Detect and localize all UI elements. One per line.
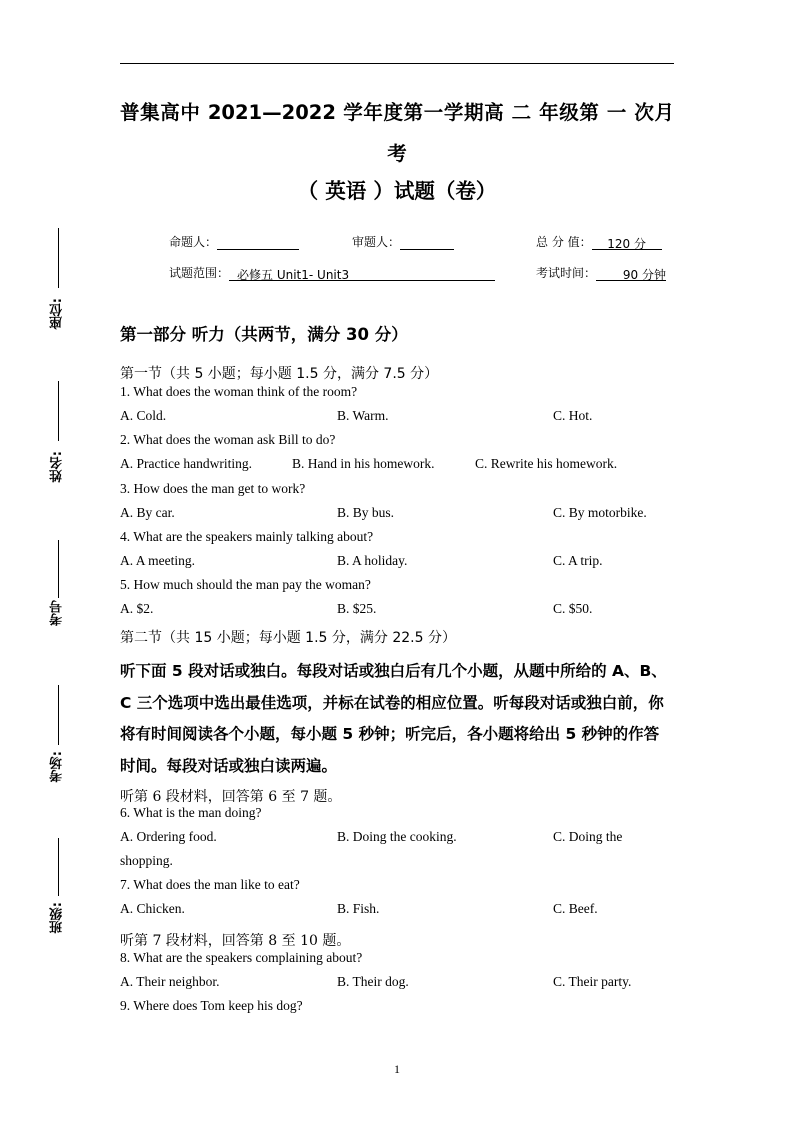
page-number: 1 bbox=[394, 1062, 400, 1076]
material-6-heading: 听第 6 段材料，回答第 6 至 7 题。 bbox=[120, 789, 342, 805]
exam-subtitle: （ 英语 ）试题（卷） bbox=[297, 179, 497, 203]
part1-title: 第一部分 听力（共两节，满分 30 分） bbox=[120, 325, 408, 344]
q8-option-a: A. Their neighbor. bbox=[120, 974, 220, 989]
q6-option-c-continued: shopping. bbox=[120, 853, 173, 868]
question-5: 5. How much should the man pay the woman? bbox=[120, 577, 371, 592]
sidebar-class bbox=[38, 838, 78, 948]
score-label: 总 分 值： bbox=[536, 235, 592, 249]
room-line bbox=[58, 685, 59, 745]
q6-option-a: A. Ordering food. bbox=[120, 829, 217, 844]
section2-title: 第二节（共 15 小题；每小题 1.5 分，满分 22.5 分） bbox=[120, 630, 456, 646]
q3-option-b: B. By bus. bbox=[337, 505, 395, 520]
class-label: 班级: bbox=[50, 902, 65, 934]
exam-title-line2: 考 bbox=[387, 142, 407, 165]
sidebar-exam-no bbox=[38, 540, 78, 635]
setter-blank bbox=[217, 235, 299, 250]
scope-field bbox=[169, 264, 495, 281]
q7-option-a: A. Chicken. bbox=[120, 901, 185, 916]
q5-option-c: C. $50. bbox=[553, 601, 593, 616]
name-label: 姓名: bbox=[50, 451, 65, 483]
time-field bbox=[536, 264, 666, 281]
scope-label: 试题范围： bbox=[169, 266, 230, 280]
q2-option-a: A. Practice handwriting. bbox=[120, 456, 252, 471]
scope-value: 必修五 Unit1- Unit3 bbox=[229, 266, 495, 281]
section2-instructions: 听下面 5 段对话或独白。每段对话或独白后有几个小题，从题中所给的 A、B、C 三个选项中选出最佳选项，并标在试卷的相应位置。听每段对话或独白前，你将有时间阅读各个小题，每小题 5 秒钟；听完后，各小题将给出 5 秒钟的作答时间。每段对话或独白读两遍。 bbox=[120, 662, 667, 775]
score-field bbox=[536, 233, 662, 250]
question-4: 4. What are the speakers mainly talking about? bbox=[120, 529, 374, 544]
q8-option-b: B. Their dog. bbox=[337, 974, 409, 989]
q5-option-a: A. $2. bbox=[120, 601, 154, 616]
exam-title-line1: 普集高中 2021—2022 学年度第一学期高 二 年级第 一 次月 bbox=[120, 101, 674, 124]
question-9: 9. Where does Tom keep his dog? bbox=[120, 998, 303, 1013]
reviewer-blank bbox=[400, 235, 454, 250]
setter-label: 命题人： bbox=[169, 235, 218, 249]
q3-option-a: A. By car. bbox=[120, 505, 175, 520]
question-8: 8. What are the speakers complaining about? bbox=[120, 950, 363, 965]
q4-option-c: C. A trip. bbox=[553, 553, 603, 568]
q1-option-b: B. Warm. bbox=[337, 408, 389, 423]
q5-option-b: B. $25. bbox=[337, 601, 377, 616]
header-rule bbox=[120, 63, 674, 64]
q8-option-c: C. Their party. bbox=[553, 974, 632, 989]
question-3: 3. How does the man get to work? bbox=[120, 481, 306, 496]
sidebar-room bbox=[38, 685, 78, 795]
q7-option-b: B. Fish. bbox=[337, 901, 380, 916]
q1-option-a: A. Cold. bbox=[120, 408, 167, 423]
reviewer-field bbox=[352, 233, 454, 250]
q1-option-c: C. Hot. bbox=[553, 408, 593, 423]
sidebar-name bbox=[38, 381, 78, 501]
room-label: 考场: bbox=[50, 751, 65, 783]
name-line bbox=[58, 381, 59, 441]
q2-option-c: C. Rewrite his homework. bbox=[475, 456, 618, 471]
seat-label: 座位: bbox=[50, 298, 65, 330]
time-value: 90 分钟 bbox=[596, 266, 666, 281]
exam-no-label: 考号 bbox=[50, 600, 65, 626]
q4-option-b: B. A holiday. bbox=[337, 553, 408, 568]
setter-field bbox=[169, 233, 299, 250]
score-value: 120 分 bbox=[592, 235, 662, 250]
seat-line bbox=[58, 228, 59, 288]
material-7-heading: 听第 7 段材料，回答第 8 至 10 题。 bbox=[120, 933, 351, 949]
time-label: 考试时间： bbox=[536, 266, 597, 280]
section1-title: 第一节（共 5 小题；每小题 1.5 分，满分 7.5 分） bbox=[120, 366, 439, 382]
q2-option-b: B. Hand in his homework. bbox=[292, 456, 435, 471]
q7-option-c: C. Beef. bbox=[553, 901, 598, 916]
q6-option-c: C. Doing the bbox=[553, 829, 623, 844]
q3-option-c: C. By motorbike. bbox=[553, 505, 647, 520]
q6-option-b: B. Doing the cooking. bbox=[337, 829, 457, 844]
class-line bbox=[58, 838, 59, 896]
question-1: 1. What does the woman think of the room? bbox=[120, 384, 358, 399]
sidebar-seat bbox=[38, 228, 78, 348]
q4-option-a: A. A meeting. bbox=[120, 553, 195, 568]
reviewer-label: 审题人： bbox=[352, 235, 401, 249]
question-7: 7. What does the man like to eat? bbox=[120, 877, 300, 892]
question-2: 2. What does the woman ask Bill to do? bbox=[120, 432, 336, 447]
question-6: 6. What is the man doing? bbox=[120, 805, 262, 820]
exam-no-line bbox=[58, 540, 59, 598]
